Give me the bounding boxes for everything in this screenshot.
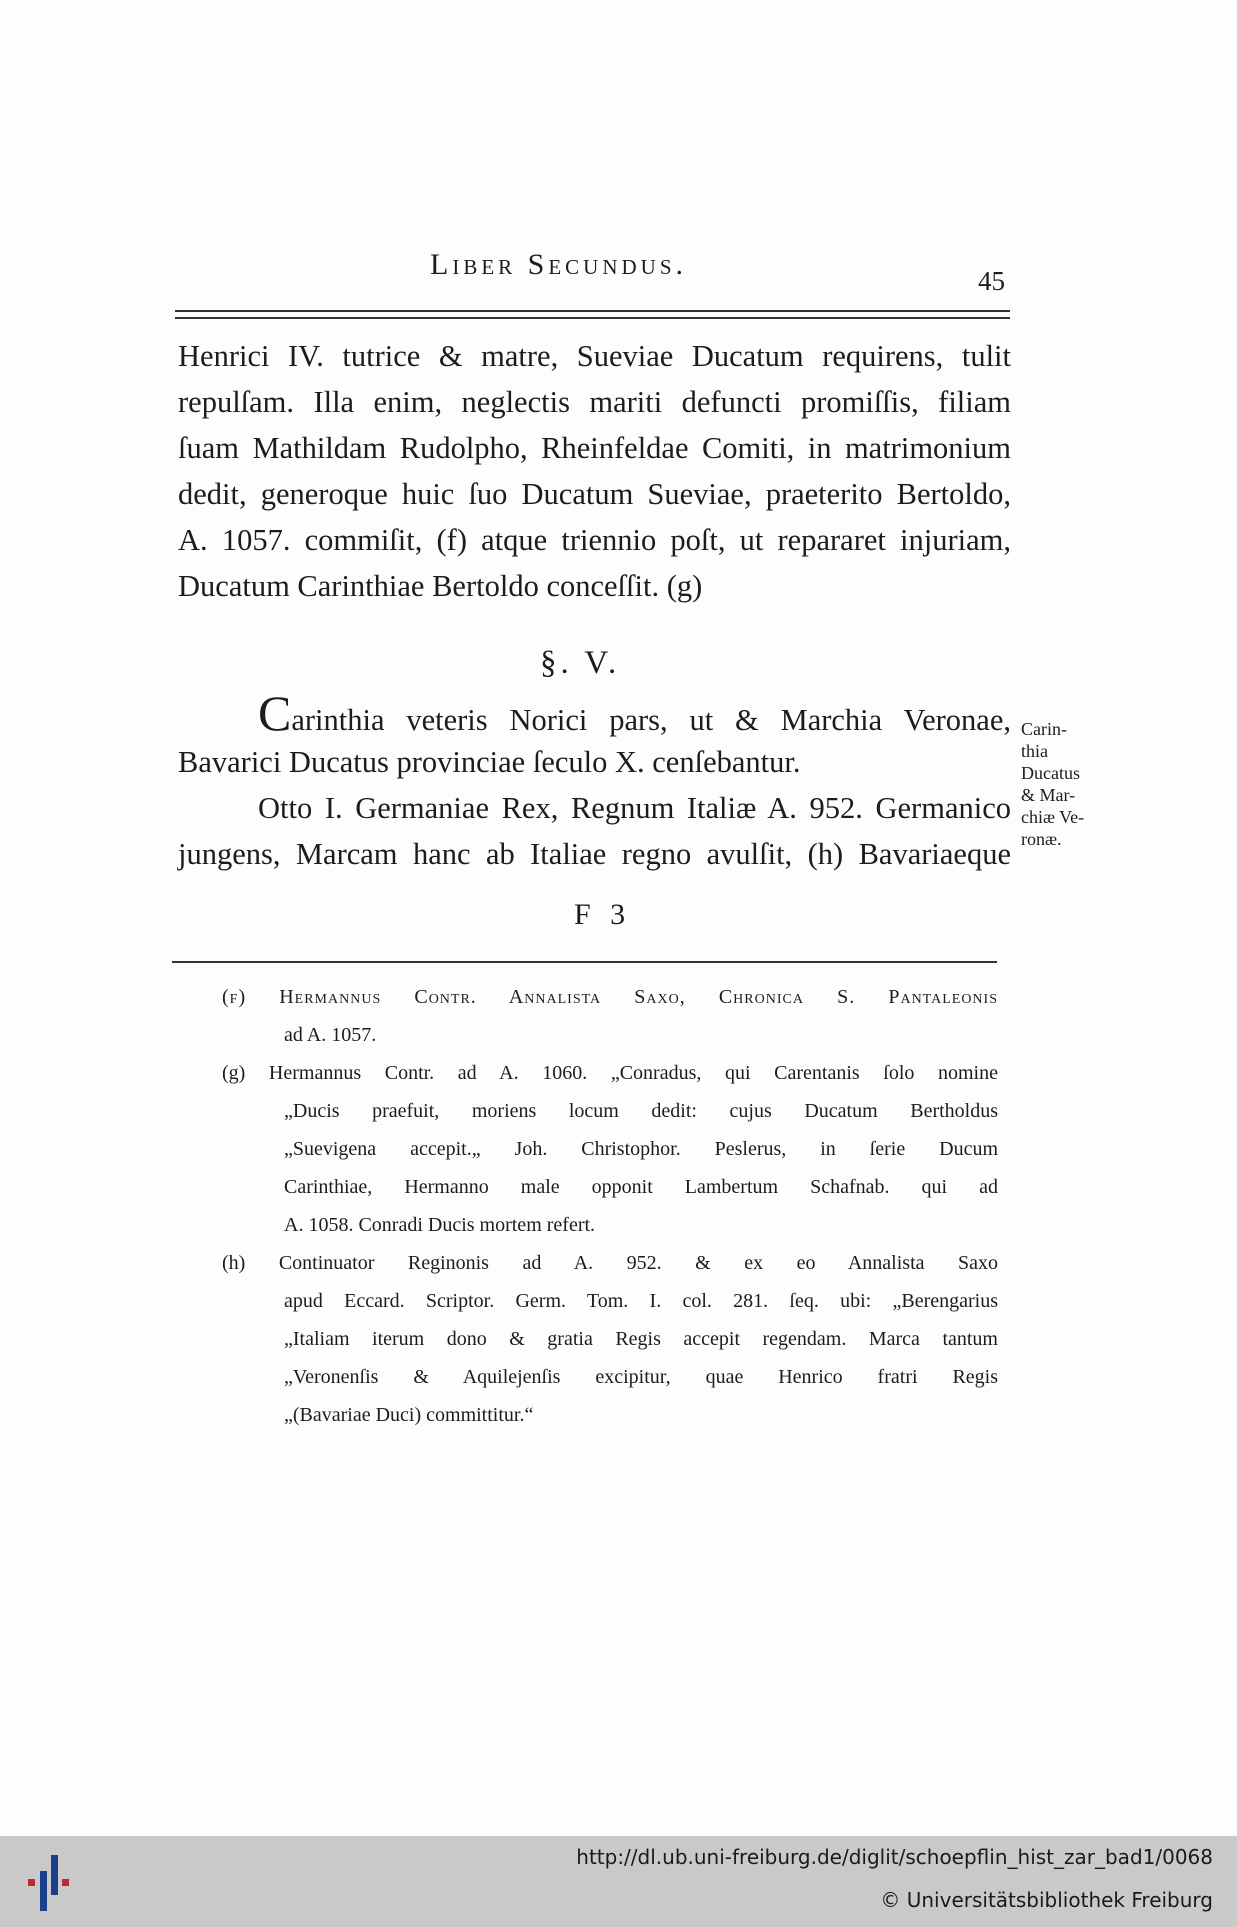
viewer-footer-bar xyxy=(0,1836,1237,1927)
footnote-rule xyxy=(172,961,997,963)
text-line: Ducatum Carinthiae Bertoldo conceſſit. (g) xyxy=(178,569,703,603)
source-url-link[interactable]: http://dl.ub.uni-freiburg.de/diglit/schoepflin_hist_zar_bad1/0068 xyxy=(576,1845,1213,1869)
section-heading: §. V. xyxy=(540,645,621,681)
margin-note xyxy=(1021,718,1111,850)
margin-note-line: Carin- xyxy=(1021,719,1067,739)
footnotes xyxy=(222,978,998,1434)
margin-note-line: chiæ Ve- xyxy=(1021,807,1085,827)
footnote-line: „Veronenſis & Aquilejenſis excipitur, quae Henrico fratri Regis xyxy=(284,1366,998,1388)
text-line: Henrici IV. tutrice & matre, Sueviae Ducatum requirens, tulit xyxy=(178,339,1011,373)
footnote-line: (h) Continuator Reginonis ad A. 952. & ex eo Annalista Saxo xyxy=(222,1252,998,1274)
text-line: ſuam Mathildam Rudolpho, Rheinfeldae Comiti, in matrimonium xyxy=(178,431,1011,465)
margin-note-line: thia xyxy=(1021,741,1048,761)
footnote-line: „Suevigena accepit.„ Joh. Christophor. Peslerus, in ſerie Ducum xyxy=(284,1138,998,1160)
header-rule xyxy=(175,310,1010,319)
text-line: jungens, Marcam hanc ab Italiae regno avulſit, (h) Bavariaeque xyxy=(178,837,1011,871)
footnote-line: (g) Hermannus Contr. ad A. 1060. „Conradus, qui Carentanis ſolo nomine xyxy=(222,1062,998,1084)
page-number: 45 xyxy=(978,266,1005,296)
text-line: dedit, generoque huic ſuo Ducatum Sueviae, praeterito Bertoldo, xyxy=(178,477,1011,511)
footnote-line: Carinthiae, Hermanno male opponit Lambertum Schafnab. qui ad xyxy=(284,1176,998,1198)
footnote-line: „Italiam iterum dono & gratia Regis accepit regendam. Marca tantum xyxy=(284,1328,998,1350)
paragraph-2 xyxy=(178,685,1011,877)
footnote-line: ad A. 1057. xyxy=(284,1024,377,1046)
paragraph-1 xyxy=(178,333,1011,609)
running-head: Liber Secundus. xyxy=(430,248,688,281)
copyright-text: © Universitätsbibliothek Freiburg xyxy=(880,1888,1213,1912)
margin-note-line: Ducatus xyxy=(1021,763,1080,783)
ub-freiburg-logo-icon[interactable] xyxy=(14,1851,80,1913)
signature-mark: F 3 xyxy=(574,898,632,931)
text-span: arinthia veteris Norici pars, ut & Marchia Veronae, xyxy=(291,703,1011,737)
drop-cap: C xyxy=(258,685,292,741)
text-line: repulſam. Illa enim, neglectis mariti defuncti promiſſis, filiam xyxy=(178,385,1011,419)
margin-note-line: & Mar- xyxy=(1021,785,1076,805)
footnote-line: „Ducis praefuit, moriens locum dedit: cujus Ducatum Bertholdus xyxy=(284,1100,998,1122)
footnote-line: A. 1058. Conradi Ducis mortem refert. xyxy=(284,1214,596,1236)
margin-note-line: ronæ. xyxy=(1021,829,1062,849)
text-line: A. 1057. commiſit, (f) atque triennio poſt, ut repararet injuriam, xyxy=(178,523,1011,557)
text-line: Otto I. Germaniae Rex, Regnum Italiæ A. 952. Germanico xyxy=(258,791,1011,825)
text-line: Bavarici Ducatus provinciae ſeculo X. cenſebantur. xyxy=(178,745,801,779)
text-line xyxy=(178,685,1011,741)
footnote-line: apud Eccard. Scriptor. Germ. Tom. I. col. 281. ſeq. ubi: „Berengarius xyxy=(284,1290,998,1312)
footnote-line: (f) Hermannus Contr. Annalista Saxo, Chronica S. Pantaleonis xyxy=(222,986,998,1008)
footnote-line: „(Bavariae Duci) committitur.“ xyxy=(284,1404,534,1426)
